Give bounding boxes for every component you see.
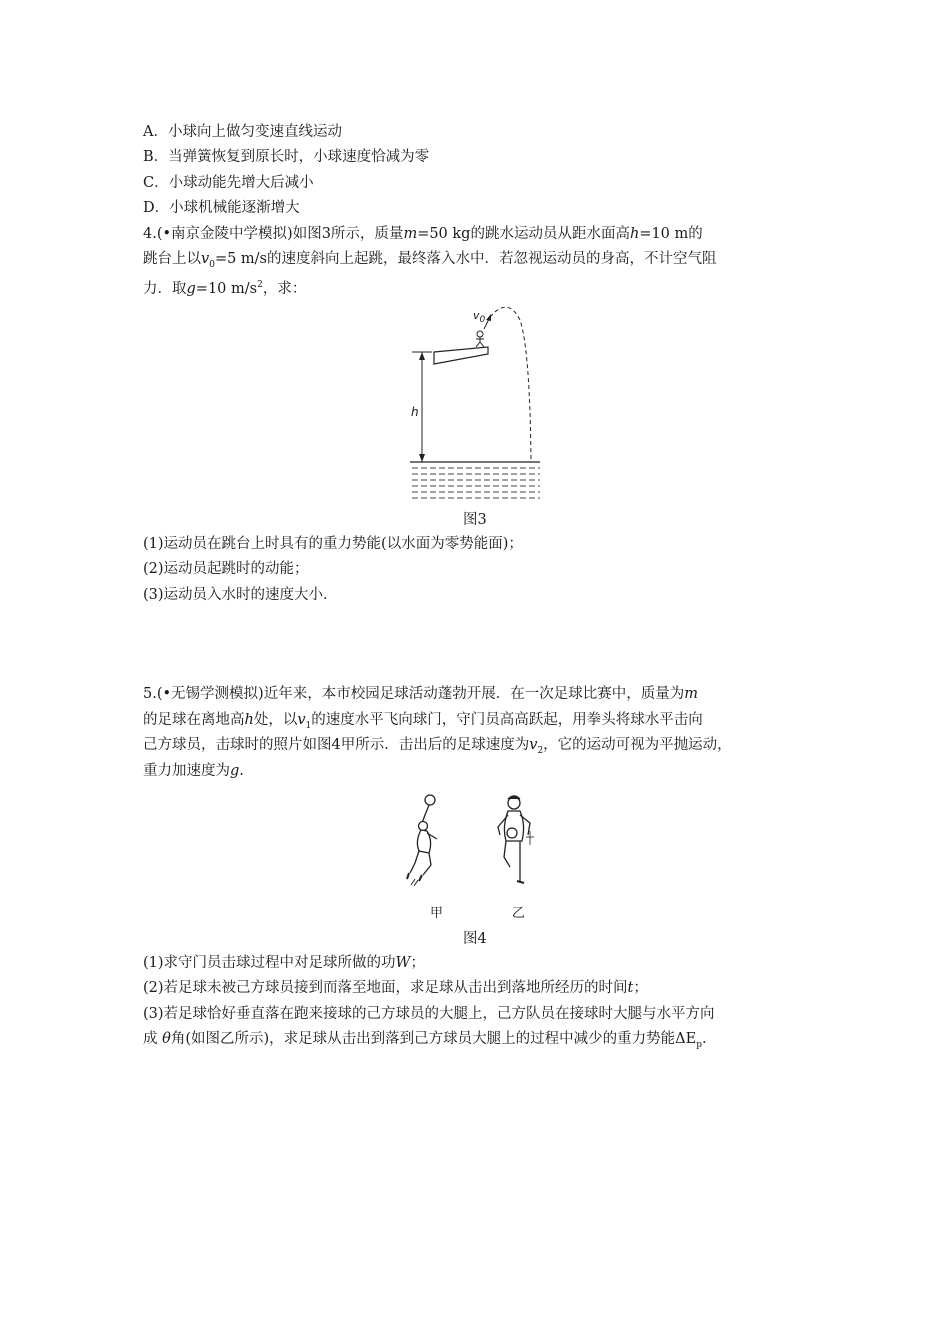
figure-4-caption: 图4 xyxy=(463,931,487,947)
arrow-up-icon xyxy=(419,352,425,360)
water-hatching xyxy=(412,468,540,498)
h-label: h xyxy=(411,405,419,419)
q5-stem-line4: 重力加速度为g. xyxy=(143,763,244,779)
q4-part-1: (1)运动员在跳台上时具有的重力势能(以水面为零势能面)； xyxy=(143,536,523,552)
q3-option-b: B．当弹簧恢复到原长时，小球速度恰减为零 xyxy=(143,149,430,165)
q4-stem-line3: 力．取g=10 $m/s^2$，求： xyxy=(143,280,307,297)
diving-figure xyxy=(400,300,560,505)
ball-icon xyxy=(507,828,517,838)
q4-stem-line1: 4.(•南京金陵中学模拟)如图3所示，质量m=50 kg的跳水运动员从距水面高h=10 m的 xyxy=(143,226,703,242)
trajectory-path xyxy=(490,307,531,462)
q5-part-3-line1: (3)若足球恰好垂直落在跑来接球的己方球员的大腿上，己方队员在接球时大腿与水平方向 xyxy=(143,1006,715,1022)
diving-platform xyxy=(434,347,488,364)
q3-option-c: C．小球动能先增大后减小 xyxy=(143,175,314,191)
goalkeeper-figure xyxy=(405,793,465,893)
q4-part-2: (2)运动员起跳时的动能； xyxy=(143,561,309,577)
figure-3-caption: 图3 xyxy=(463,512,487,528)
q5-part-2: (2)若足球未被己方球员接到而落至地面，求足球从击出到落地所经历的时间t； xyxy=(143,980,648,996)
figure-4-label-yi: 乙 xyxy=(512,906,526,921)
q5-part-1: (1)求守门员击球过程中对足球所做的功W； xyxy=(143,955,425,971)
motion-lines xyxy=(411,879,418,886)
q5-stem-line1: 5.(•无锡学测模拟)近年来，本市校园足球活动蓬勃开展．在一次足球比赛中，质量为m xyxy=(143,686,698,702)
q4-stem-line2: 跳台上以$v_0=5$ m/s的速度斜向上起跳，最终落入水中．若忽视运动员的身高，不计空气阻 xyxy=(143,251,717,270)
q3-option-d: D．小球机械能逐渐增大 xyxy=(143,200,300,216)
q5-stem-line2: 的足球在离地高h处，以$v_1$的速度水平飞向球门，守门员高高跃起，用拳头将球水平击向 xyxy=(143,712,703,731)
arrow-down-icon xyxy=(419,454,425,462)
teammate-figure xyxy=(490,793,550,893)
diver-icon xyxy=(476,331,484,347)
q5-stem-line3: 己方球员，击球时的照片如图4甲所示．击出后的足球速度为$v_2$，它的运动可视为平抛运动， xyxy=(143,737,732,756)
v0-label: $v_0$ xyxy=(473,309,486,326)
q3-option-a: A．小球向上做匀变速直线运动 xyxy=(143,124,342,140)
ball-icon xyxy=(425,795,435,805)
q5-part-3-line2: 成 θ角(如图乙所示)，求足球从击出到落到己方球员大腿上的过程中减少的重力势能$\Delta E_p$. xyxy=(143,1031,707,1050)
figure-4-label-jia: 甲 xyxy=(430,906,444,921)
q4-part-3: (3)运动员入水时的速度大小． xyxy=(143,587,338,603)
